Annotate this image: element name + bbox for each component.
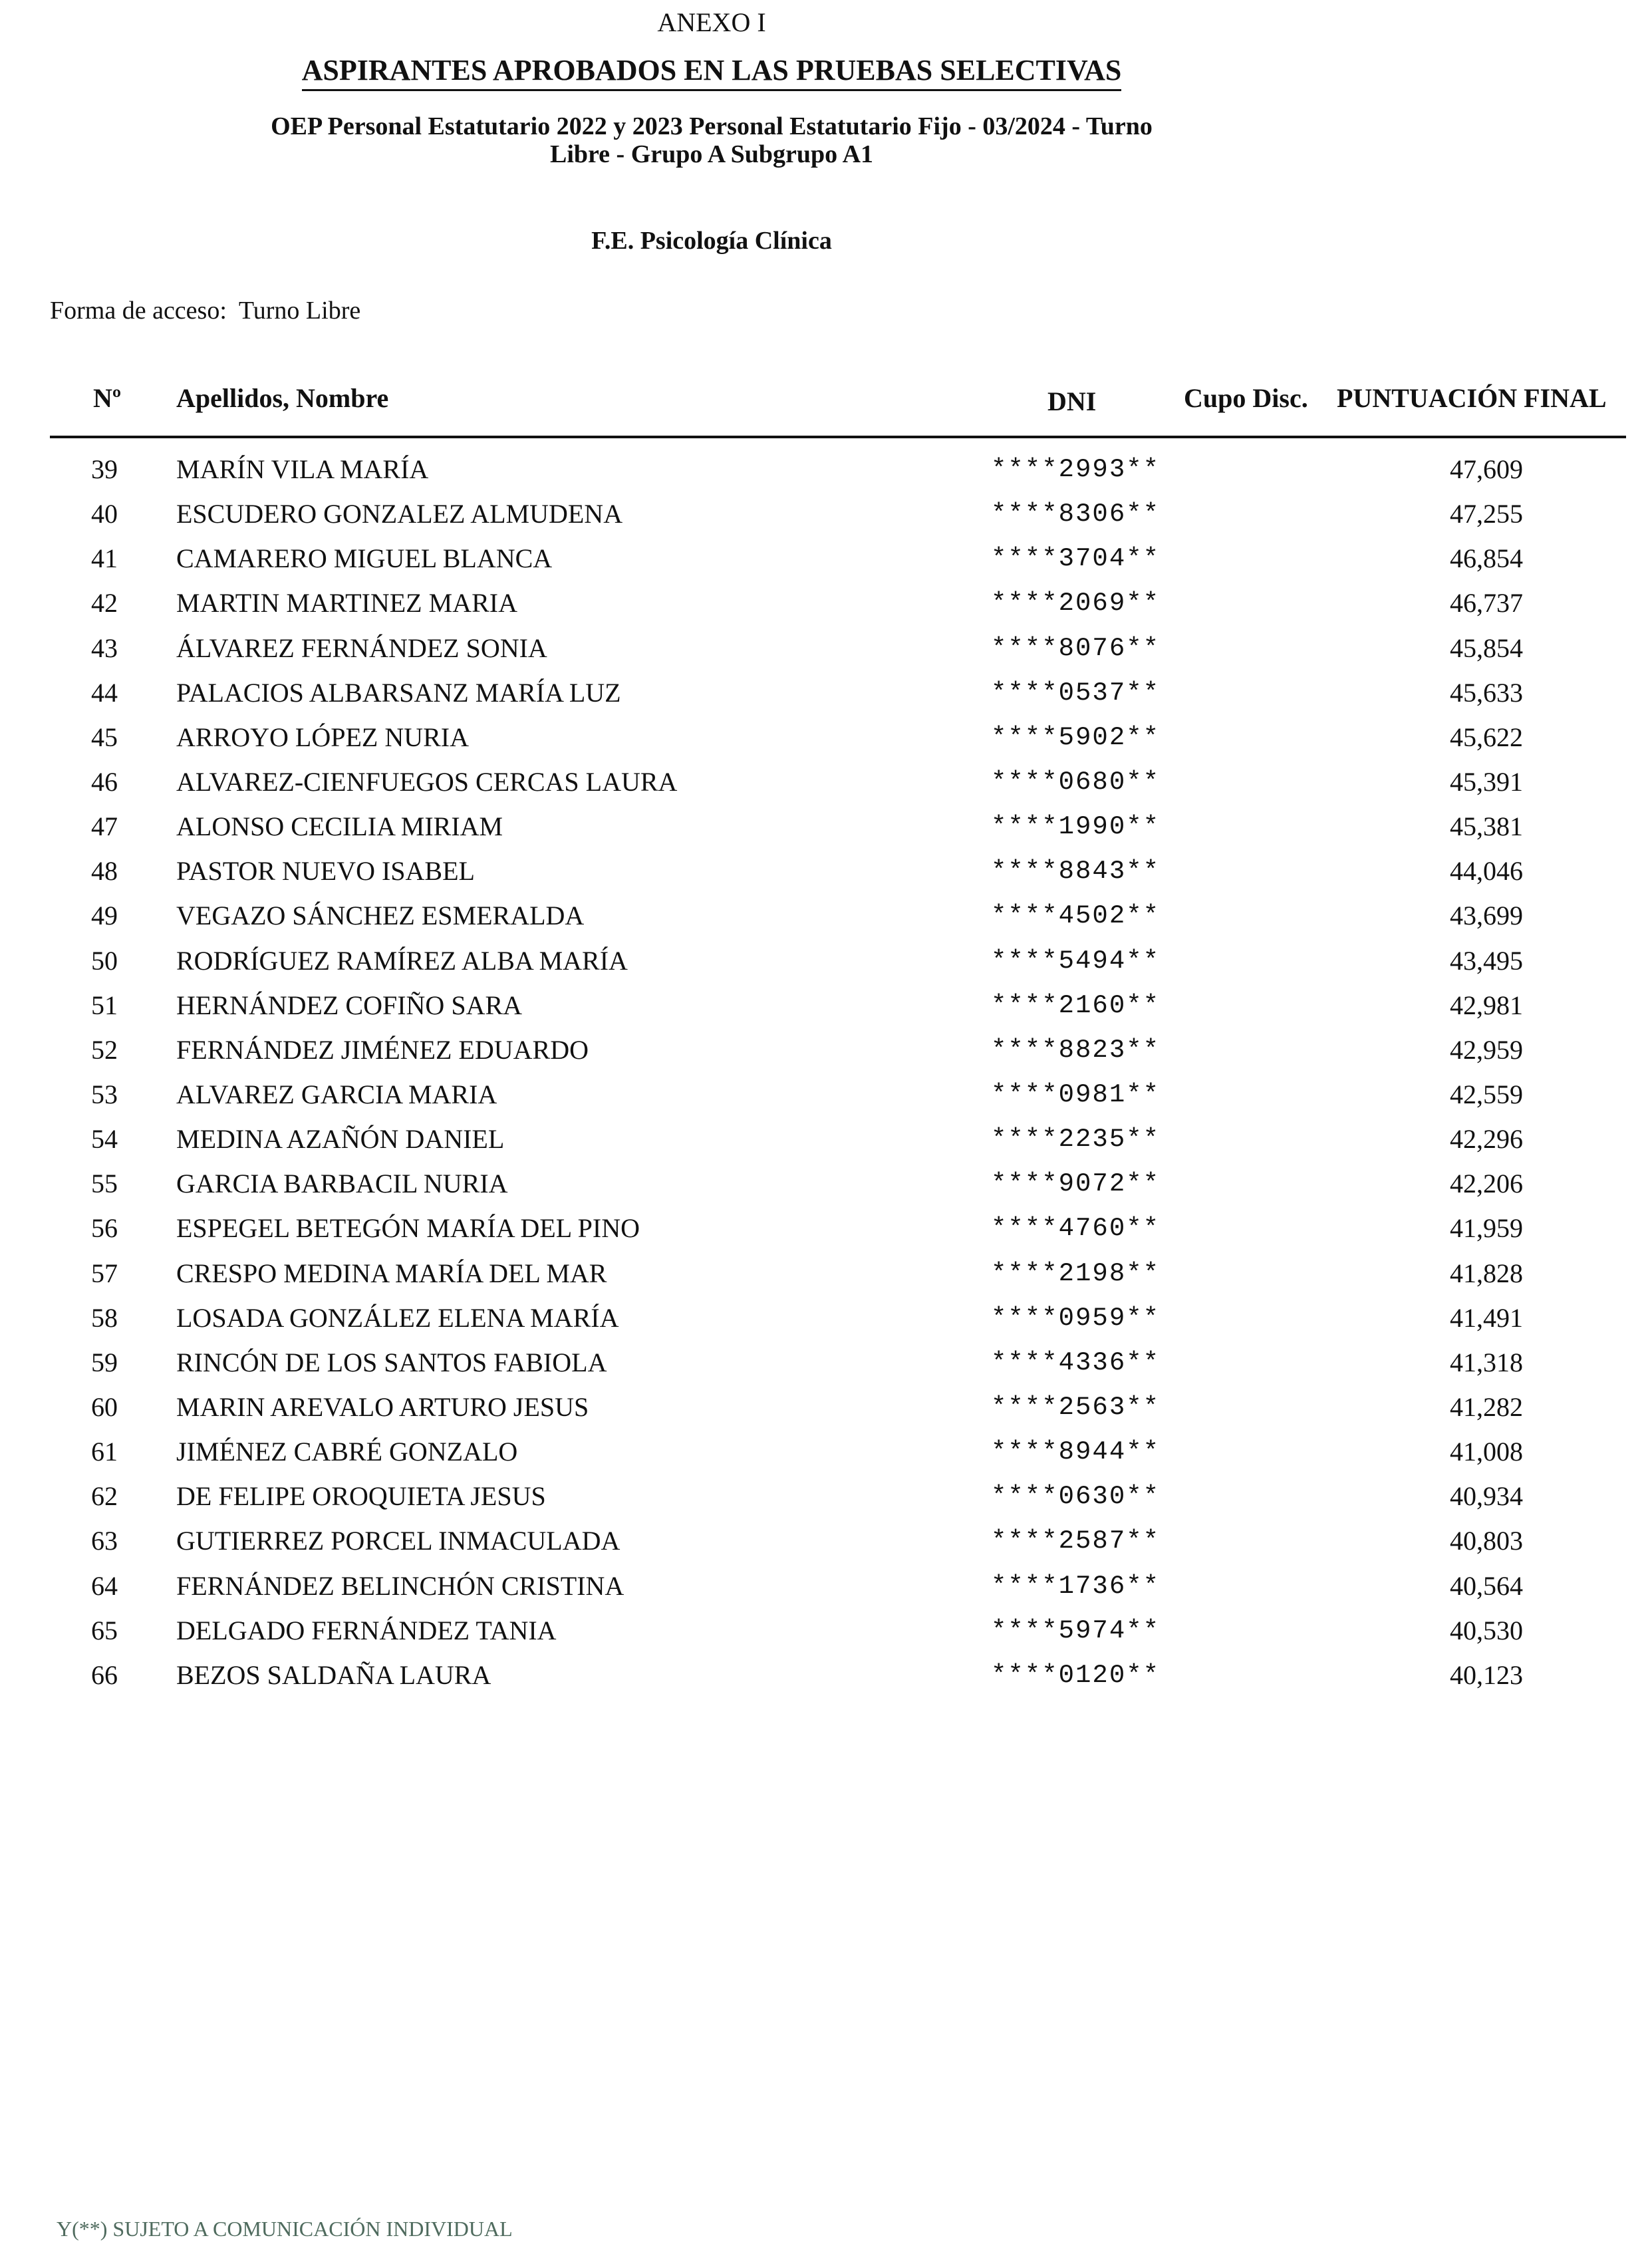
row-number: 55 (91, 1169, 118, 1199)
access-mode (50, 296, 360, 325)
row-dni: ****0120** (991, 1660, 1161, 1690)
table-row (0, 453, 1652, 497)
row-number: 65 (91, 1615, 118, 1645)
row-number: 44 (91, 677, 118, 708)
row-dni: ****4760** (991, 1214, 1161, 1244)
row-number: 39 (91, 454, 118, 484)
table-row (0, 542, 1652, 587)
table-row (0, 1570, 1652, 1614)
row-score: 47,609 (1450, 454, 1523, 484)
row-score: 42,206 (1450, 1169, 1523, 1199)
row-name: CRESPO MEDINA MARÍA DEL MAR (176, 1258, 607, 1288)
row-name: ESPEGEL BETEGÓN MARÍA DEL PINO (176, 1213, 640, 1244)
column-header-score: PUNTUACIÓN FINAL (1337, 383, 1607, 413)
row-dni: ****1736** (991, 1571, 1161, 1601)
row-dni: ****2587** (991, 1526, 1161, 1556)
row-dni: ****8823** (991, 1035, 1161, 1065)
row-score: 40,934 (1450, 1481, 1523, 1512)
row-name: RINCÓN DE LOS SANTOS FABIOLA (176, 1347, 607, 1377)
row-dni: ****2069** (991, 589, 1161, 619)
table-row (0, 766, 1652, 810)
row-dni: ****2198** (991, 1258, 1161, 1288)
row-number: 57 (91, 1258, 118, 1288)
row-number: 51 (91, 990, 118, 1020)
footer-note: Y(**) SUJETO A COMUNICACIÓN INDIVIDUAL (57, 2217, 513, 2241)
column-header-name: Apellidos, Nombre (176, 383, 389, 413)
row-score: 40,123 (1450, 1659, 1523, 1690)
row-number: 59 (91, 1347, 118, 1377)
row-name: PASTOR NUEVO ISABEL (176, 856, 475, 887)
row-number: 53 (91, 1079, 118, 1109)
row-name: ALONSO CECILIA MIRIAM (176, 811, 503, 842)
row-dni: ****4502** (991, 901, 1161, 931)
row-name: DE FELIPE OROQUIETA JESUS (176, 1481, 546, 1512)
table-row (0, 1167, 1652, 1212)
row-number: 40 (91, 499, 118, 529)
row-score: 42,981 (1450, 990, 1523, 1020)
row-name: FERNÁNDEZ BELINCHÓN CRISTINA (176, 1570, 624, 1601)
row-dni: ****0959** (991, 1303, 1161, 1333)
table-row (0, 899, 1652, 944)
header-divider (50, 436, 1626, 438)
table-row (0, 810, 1652, 855)
row-score: 45,633 (1450, 677, 1523, 708)
table-row (0, 1435, 1652, 1480)
row-number: 46 (91, 766, 118, 797)
row-score: 42,559 (1450, 1079, 1523, 1109)
row-number: 42 (91, 588, 118, 619)
row-score: 45,622 (1450, 722, 1523, 752)
row-score: 42,296 (1450, 1124, 1523, 1155)
row-score: 43,699 (1450, 901, 1523, 931)
row-name: VEGAZO SÁNCHEZ ESMERALDA (176, 901, 585, 931)
table-row (0, 1034, 1652, 1078)
column-header-cupo: Cupo Disc. (1184, 383, 1308, 413)
row-number: 61 (91, 1437, 118, 1467)
row-score: 46,737 (1450, 588, 1523, 619)
row-dni: ****0680** (991, 767, 1161, 797)
row-name: ALVAREZ GARCIA MARIA (176, 1079, 497, 1109)
row-score: 41,008 (1450, 1437, 1523, 1467)
row-dni: ****2235** (991, 1125, 1161, 1155)
row-name: GARCIA BARBACIL NURIA (176, 1169, 508, 1199)
table-row (0, 1346, 1652, 1391)
row-name: MARIN AREVALO ARTURO JESUS (176, 1391, 589, 1422)
row-score: 41,491 (1450, 1302, 1523, 1333)
row-number: 47 (91, 811, 118, 842)
row-name: ALVAREZ-CIENFUEGOS CERCAS LAURA (176, 766, 678, 797)
access-mode-label: Forma de acceso: (50, 297, 227, 325)
row-number: 56 (91, 1213, 118, 1244)
row-name: BEZOS SALDAÑA LAURA (176, 1659, 491, 1690)
column-header-dni: DNI (1047, 386, 1097, 416)
row-dni: ****0630** (991, 1482, 1161, 1512)
document-title (0, 53, 1423, 87)
table-row (0, 989, 1652, 1034)
row-dni: ****2993** (991, 455, 1161, 484)
row-name: HERNÁNDEZ COFIÑO SARA (176, 990, 523, 1020)
row-name: MARÍN VILA MARÍA (176, 454, 429, 484)
row-name: MEDINA AZAÑÓN DANIEL (176, 1124, 505, 1155)
row-name: DELGADO FERNÁNDEZ TANIA (176, 1615, 557, 1645)
row-score: 40,564 (1450, 1570, 1523, 1601)
row-number: 43 (91, 633, 118, 663)
table-row (0, 632, 1652, 676)
table-row (0, 1524, 1652, 1569)
row-number: 52 (91, 1034, 118, 1065)
row-dni: ****8843** (991, 857, 1161, 887)
row-number: 49 (91, 901, 118, 931)
table-row (0, 855, 1652, 899)
row-number: 48 (91, 856, 118, 887)
row-dni: ****3704** (991, 544, 1161, 574)
results-table-body (0, 453, 1652, 1703)
document-title-text: ASPIRANTES APROBADOS EN LAS PRUEBAS SELECTIVAS (302, 54, 1122, 91)
row-dni: ****4336** (991, 1347, 1161, 1377)
row-score: 41,828 (1450, 1258, 1523, 1288)
row-number: 54 (91, 1124, 118, 1155)
table-row (0, 1614, 1652, 1659)
row-score: 41,959 (1450, 1213, 1523, 1244)
row-dni: ****2563** (991, 1392, 1161, 1422)
row-dni: ****2160** (991, 990, 1161, 1020)
row-number: 60 (91, 1391, 118, 1422)
row-dni: ****5902** (991, 722, 1161, 752)
row-number: 58 (91, 1302, 118, 1333)
row-score: 40,530 (1450, 1615, 1523, 1645)
row-name: ÁLVAREZ FERNÁNDEZ SONIA (176, 633, 547, 663)
row-score: 41,318 (1450, 1347, 1523, 1377)
row-number: 63 (91, 1526, 118, 1556)
row-name: CAMARERO MIGUEL BLANCA (176, 543, 553, 574)
table-row (0, 1123, 1652, 1167)
table-row (0, 944, 1652, 989)
row-name: RODRÍGUEZ RAMÍREZ ALBA MARÍA (176, 945, 628, 976)
row-dni: ****0537** (991, 678, 1161, 708)
row-score: 43,495 (1450, 945, 1523, 976)
row-dni: ****8306** (991, 499, 1161, 529)
row-score: 46,854 (1450, 543, 1523, 574)
row-name: GUTIERREZ PORCEL INMACULADA (176, 1526, 620, 1556)
row-dni: ****8944** (991, 1437, 1161, 1467)
table-row (0, 1212, 1652, 1256)
row-dni: ****1990** (991, 812, 1161, 842)
row-number: 64 (91, 1570, 118, 1601)
row-score: 41,282 (1450, 1391, 1523, 1422)
row-score: 45,391 (1450, 766, 1523, 797)
table-row (0, 587, 1652, 631)
table-row (0, 1391, 1652, 1435)
row-number: 45 (91, 722, 118, 752)
row-score: 45,854 (1450, 633, 1523, 663)
annex-label: ANEXO I (657, 7, 766, 37)
row-dni: ****0981** (991, 1079, 1161, 1109)
row-number: 66 (91, 1659, 118, 1690)
row-dni: ****9072** (991, 1169, 1161, 1199)
subtitle-line-1: OEP Personal Estatutario 2022 y 2023 Personal Estatutario Fijo - 03/2024 - Turno (271, 112, 1153, 140)
row-dni: ****5974** (991, 1616, 1161, 1645)
table-row (0, 497, 1652, 542)
row-number: 41 (91, 543, 118, 574)
row-name: PALACIOS ALBARSANZ MARÍA LUZ (176, 677, 621, 708)
table-row (0, 1257, 1652, 1302)
row-name: ARROYO LÓPEZ NURIA (176, 722, 469, 752)
table-row (0, 1659, 1652, 1703)
table-row (0, 1302, 1652, 1346)
row-name: FERNÁNDEZ JIMÉNEZ EDUARDO (176, 1034, 589, 1065)
row-dni: ****8076** (991, 633, 1161, 663)
row-score: 44,046 (1450, 856, 1523, 887)
row-number: 50 (91, 945, 118, 976)
subtitle-line-2: Libre - Grupo A Subgrupo A1 (549, 140, 874, 168)
row-score: 40,803 (1450, 1526, 1523, 1556)
row-name: JIMÉNEZ CABRÉ GONZALO (176, 1437, 518, 1467)
row-name: LOSADA GONZÁLEZ ELENA MARÍA (176, 1302, 619, 1333)
row-dni: ****5494** (991, 946, 1161, 976)
row-number: 62 (91, 1481, 118, 1512)
table-row (0, 721, 1652, 766)
row-score: 45,381 (1450, 811, 1523, 842)
row-name: MARTIN MARTINEZ MARIA (176, 588, 517, 619)
table-row (0, 676, 1652, 721)
access-mode-value: Turno Libre (238, 297, 361, 325)
row-score: 42,959 (1450, 1034, 1523, 1065)
row-name: ESCUDERO GONZALEZ ALMUDENA (176, 499, 623, 529)
specialty-heading: F.E. Psicología Clínica (591, 227, 832, 255)
column-header-number: Nº (93, 383, 122, 413)
table-row (0, 1480, 1652, 1524)
row-score: 47,255 (1450, 499, 1523, 529)
table-row (0, 1078, 1652, 1123)
